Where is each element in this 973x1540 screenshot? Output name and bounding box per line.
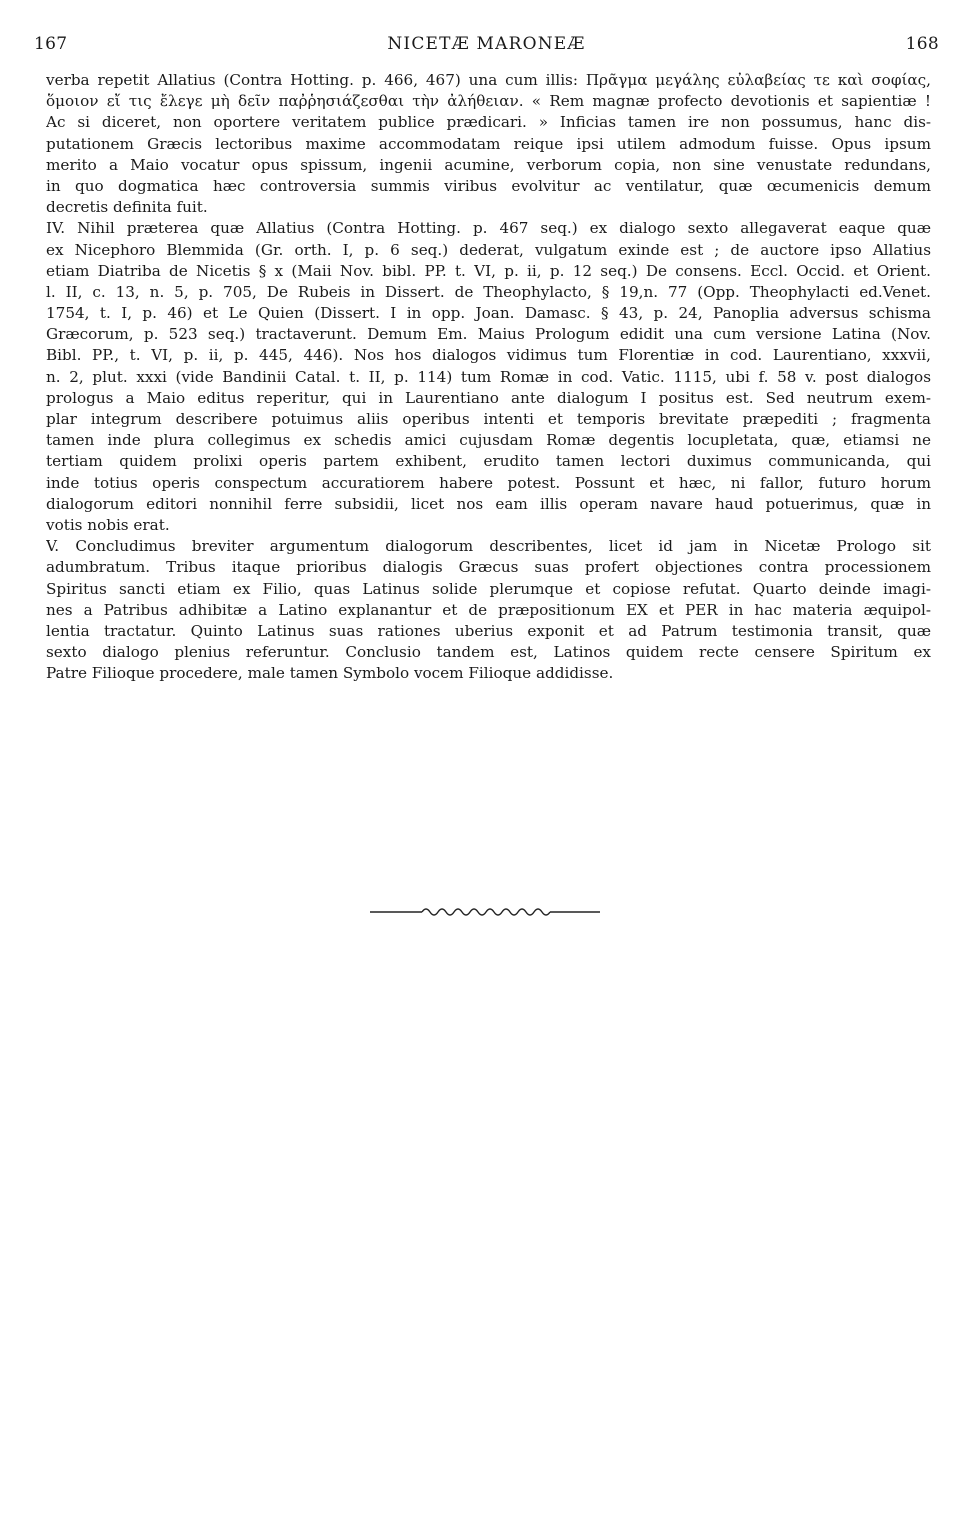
- text-line: sexto dialogo plenius referuntur. Conclusio tandem est, Latinos quidem recte censere Spiritum ex: [46, 643, 931, 662]
- text-line: adumbratum. Tribus itaque prioribus dialogis Græcus suas profert objectiones contra processionem: [46, 558, 931, 577]
- text-line: n. 2, plut. xxxi (vide Bandinii Catal. t. II, p. 114) tum Romæ in cod. Vatic. 1115, ubi f. 58 v. post dialogos: [46, 367, 931, 386]
- text-line: lentia tractatur. Quinto Latinus suas rationes uberius exponit et ad Patrum testimonia transit, quæ: [46, 621, 931, 640]
- right-page-number: 168: [905, 34, 939, 54]
- text-line: 1754, t. I, p. 46) et Le Quien (Dissert. I in opp. Joan. Damasc. § 43, p. 24, Panoplia adversus schisma: [46, 304, 931, 323]
- closing-ornament: [370, 902, 600, 922]
- text-line: V. Concludimus breviter argumentum dialogorum describentes, licet id jam in Nicetæ Prologo sit: [46, 537, 931, 556]
- text-line: Græcorum, p. 523 seq.) tractaverunt. Demum Em. Maius Prologum edidit una cum versione Latina (Nov.: [46, 325, 931, 344]
- text-line: IV. Nihil præterea quæ Allatius (Contra Hotting. p. 467 seq.) ex dialogo sexto allegaverat eaque quæ: [46, 219, 931, 238]
- body-text: [46, 70, 931, 684]
- text-line: Ac si diceret, non oportere veritatem publice prædicari. » Inficias tamen ire non possumus, hanc dis-: [46, 113, 931, 132]
- text-line: nes a Patribus adhibitæ a Latino explanantur et de præpositionum EX et PER in hac materia æquipol-: [46, 600, 931, 619]
- text-line: inde totius operis conspectum accuratiorem habere potest. Possunt et hæc, ni fallor, futuro horum: [46, 473, 931, 492]
- text-line: merito a Maio vocatur opus spissum, ingenii acumine, verborum copia, non sine venustate redundans,: [46, 155, 931, 174]
- text-line: dialogorum editori nonnihil ferre subsidii, licet nos eam illis operam navare haud potuerimus, quæ in: [46, 494, 931, 513]
- text-line: tertiam quidem prolixi operis partem exhibent, erudito tamen lectori duximus communicanda, qui: [46, 452, 931, 471]
- text-line: in quo dogmatica hæc controversia summis viribus evolvitur ac ventilatur, quæ œcumenicis demum: [46, 176, 931, 195]
- text-line: putationem Græcis lectoribus maxime accommodatam reique ipsi utilem admodum fuisse. Opus ipsum: [46, 134, 931, 153]
- text-line: Spiritus sancti etiam ex Filio, quas Latinus solide plerumque et copiose refutat. Quarto deinde imagi-: [46, 579, 931, 598]
- text-line: plar integrum describere potuimus aliis operibus intenti et temporis brevitate præpediti ; fragmenta: [46, 410, 931, 428]
- text-line: tamen inde plura collegimus ex schedis amici cujusdam Romæ degentis locupletata, quæ, etiamsi ne: [46, 431, 931, 450]
- text-line: etiam Diatriba de Nicetis § x (Maii Nov. bibl. PP. t. VI, p. ii, p. 12 seq.) De consens. Eccl. Occid. et Orient.: [46, 261, 931, 280]
- text-line: Bibl. PP., t. VI, p. ii, p. 445, 446). Nos hos dialogos vidimus tum Florentiæ in cod. Laurentiano, xxxvii,: [46, 346, 931, 365]
- text-line: ὅμοιον εἴ τις ἔλεγε μὴ δεῖν παῤῥησιάζεσθαι τὴν ἀλήθειαν. « Rem magnæ profecto devotionis et sapientiæ !: [46, 92, 931, 111]
- text-line: prologus a Maio editus reperitur, qui in Laurentiano ante dialogum I positus est. Sed neutrum exem-: [46, 388, 931, 407]
- text-line: verba repetit Allatius (Contra Hotting. p. 466, 467) una cum illis: Πρᾶγμα μεγάλης εὐλαβείας τε καὶ σοφίας,: [46, 71, 931, 89]
- text-line: Patre Filioque procedere, male tamen Symbolo vocem Filioque addidisse.: [46, 664, 614, 683]
- text-line: votis nobis erat.: [46, 515, 170, 534]
- text-line: l. II, c. 13, n. 5, p. 705, De Rubeis in Dissert. de Theophylacto, § 19,n. 77 (Opp. Theophylacti ed.Venet.: [46, 282, 931, 301]
- text-line: decretis definita fuit.: [46, 198, 208, 217]
- running-header: [34, 34, 939, 60]
- running-title: NICETÆ MARONEÆ: [387, 34, 586, 54]
- left-page-number: 167: [34, 34, 68, 54]
- text-line: ex Nicephoro Blemmida (Gr. orth. I, p. 6 seq.) dederat, vulgatum exinde est ; de auctore ipso Allatius: [46, 240, 931, 259]
